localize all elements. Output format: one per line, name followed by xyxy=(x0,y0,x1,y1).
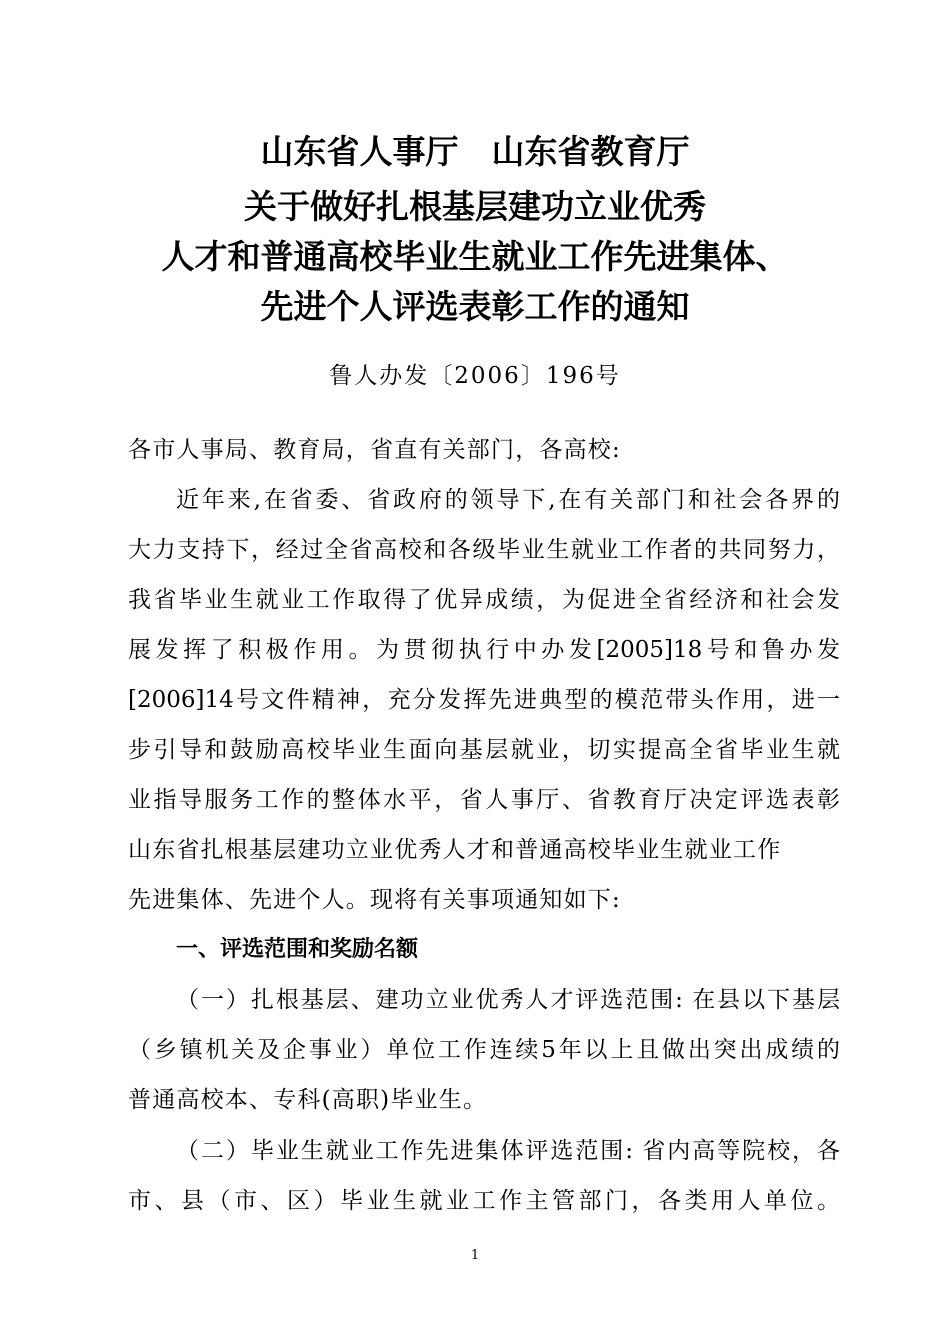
body-line-6: 步引导和鼓励高校毕业生面向基层就业，切实提高全省毕业生就 xyxy=(128,737,840,763)
body-line-1: 近年来,在省委、省政府的领导下,在有关部门和社会各界的 xyxy=(176,487,840,513)
body-line-8: 山东省扎根基层建功立业优秀人才和普通高校毕业生就业工作 xyxy=(128,837,782,863)
section-item-1-line-1: （一）扎根基层、建功立业优秀人才评选范围: 在县以下基层 xyxy=(176,987,840,1013)
body-line-9: 先进集体、先进个人。现将有关事项通知如下: xyxy=(128,887,621,913)
section-heading: 一、评选范围和奖励名额 xyxy=(176,937,419,962)
body-line-4: 展发挥了积极作用。为贯彻执行中办发[2005]18号和鲁办发 xyxy=(128,637,840,663)
section-item-2-line-2: 市、县（市、区）毕业生就业工作主管部门，各类用人单位。 xyxy=(128,1188,840,1214)
body-line-5: [2006]14号文件精神，充分发挥先进典型的模范带头作用，进一 xyxy=(128,687,840,713)
title-line-4: 先进个人评选表彰工作的通知 xyxy=(260,287,690,326)
document-number: 鲁人办发〔2006〕196号 xyxy=(329,363,621,389)
body-line-7: 业指导服务工作的整体水平，省人事厅、省教育厅决定评选表彰 xyxy=(128,787,840,813)
title-line-3: 人才和普通高校毕业生就业工作先进集体、 xyxy=(161,237,789,276)
body-line-3: 我省毕业生就业工作取得了优异成绩，为促进全省经济和社会发 xyxy=(128,587,840,613)
section-item-2-line-1: （二）毕业生就业工作先进集体评选范围: 省内高等院校，各 xyxy=(176,1138,840,1164)
page-number: 1 xyxy=(470,1248,480,1263)
title-line-1: 山东省人事厅 山东省教育厅 xyxy=(260,132,690,171)
salutation: 各市人事局、教育局，省直有关部门，各高校: xyxy=(128,437,621,463)
title-line-2: 关于做好扎根基层建功立业优秀 xyxy=(244,187,706,226)
section-item-1-line-3: 普通高校本、专科(高职)毕业生。 xyxy=(128,1087,488,1113)
body-line-2: 大力支持下，经过全省高校和各级毕业生就业工作者的共同努力， xyxy=(128,537,840,563)
section-item-1-line-2: （乡镇机关及企事业）单位工作连续5年以上且做出突出成绩的 xyxy=(128,1037,840,1063)
